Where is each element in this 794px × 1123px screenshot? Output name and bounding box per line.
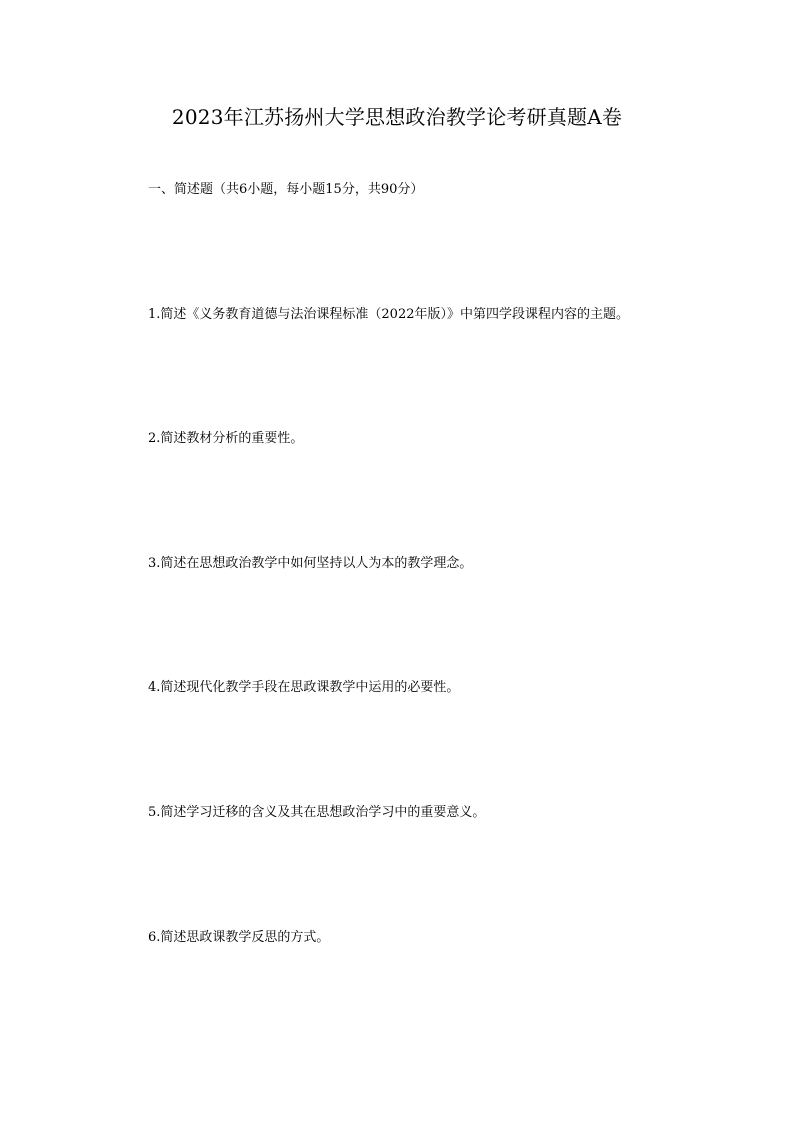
question-5: 5.简述学习迁移的含义及其在思想政治学习中的重要意义。 [148, 805, 486, 820]
question-4: 4.简述现代化教学手段在思政课教学中运用的必要性。 [148, 680, 460, 695]
section-heading: 一、简述题（共6小题，每小题15分，共90分） [148, 182, 424, 197]
question-6: 6.简述思政课教学反思的方式。 [148, 930, 330, 945]
question-3: 3.简述在思想政治教学中如何坚持以人为本的教学理念。 [148, 556, 473, 571]
page-title: 2023年江苏扬州大学思想政治教学论考研真题A卷 [171, 105, 623, 129]
question-1: 1.简述《义务教育道德与法治课程标准（2022年版）》中第四学段课程内容的主题。 [148, 307, 629, 322]
question-2: 2.简述教材分析的重要性。 [148, 431, 304, 446]
